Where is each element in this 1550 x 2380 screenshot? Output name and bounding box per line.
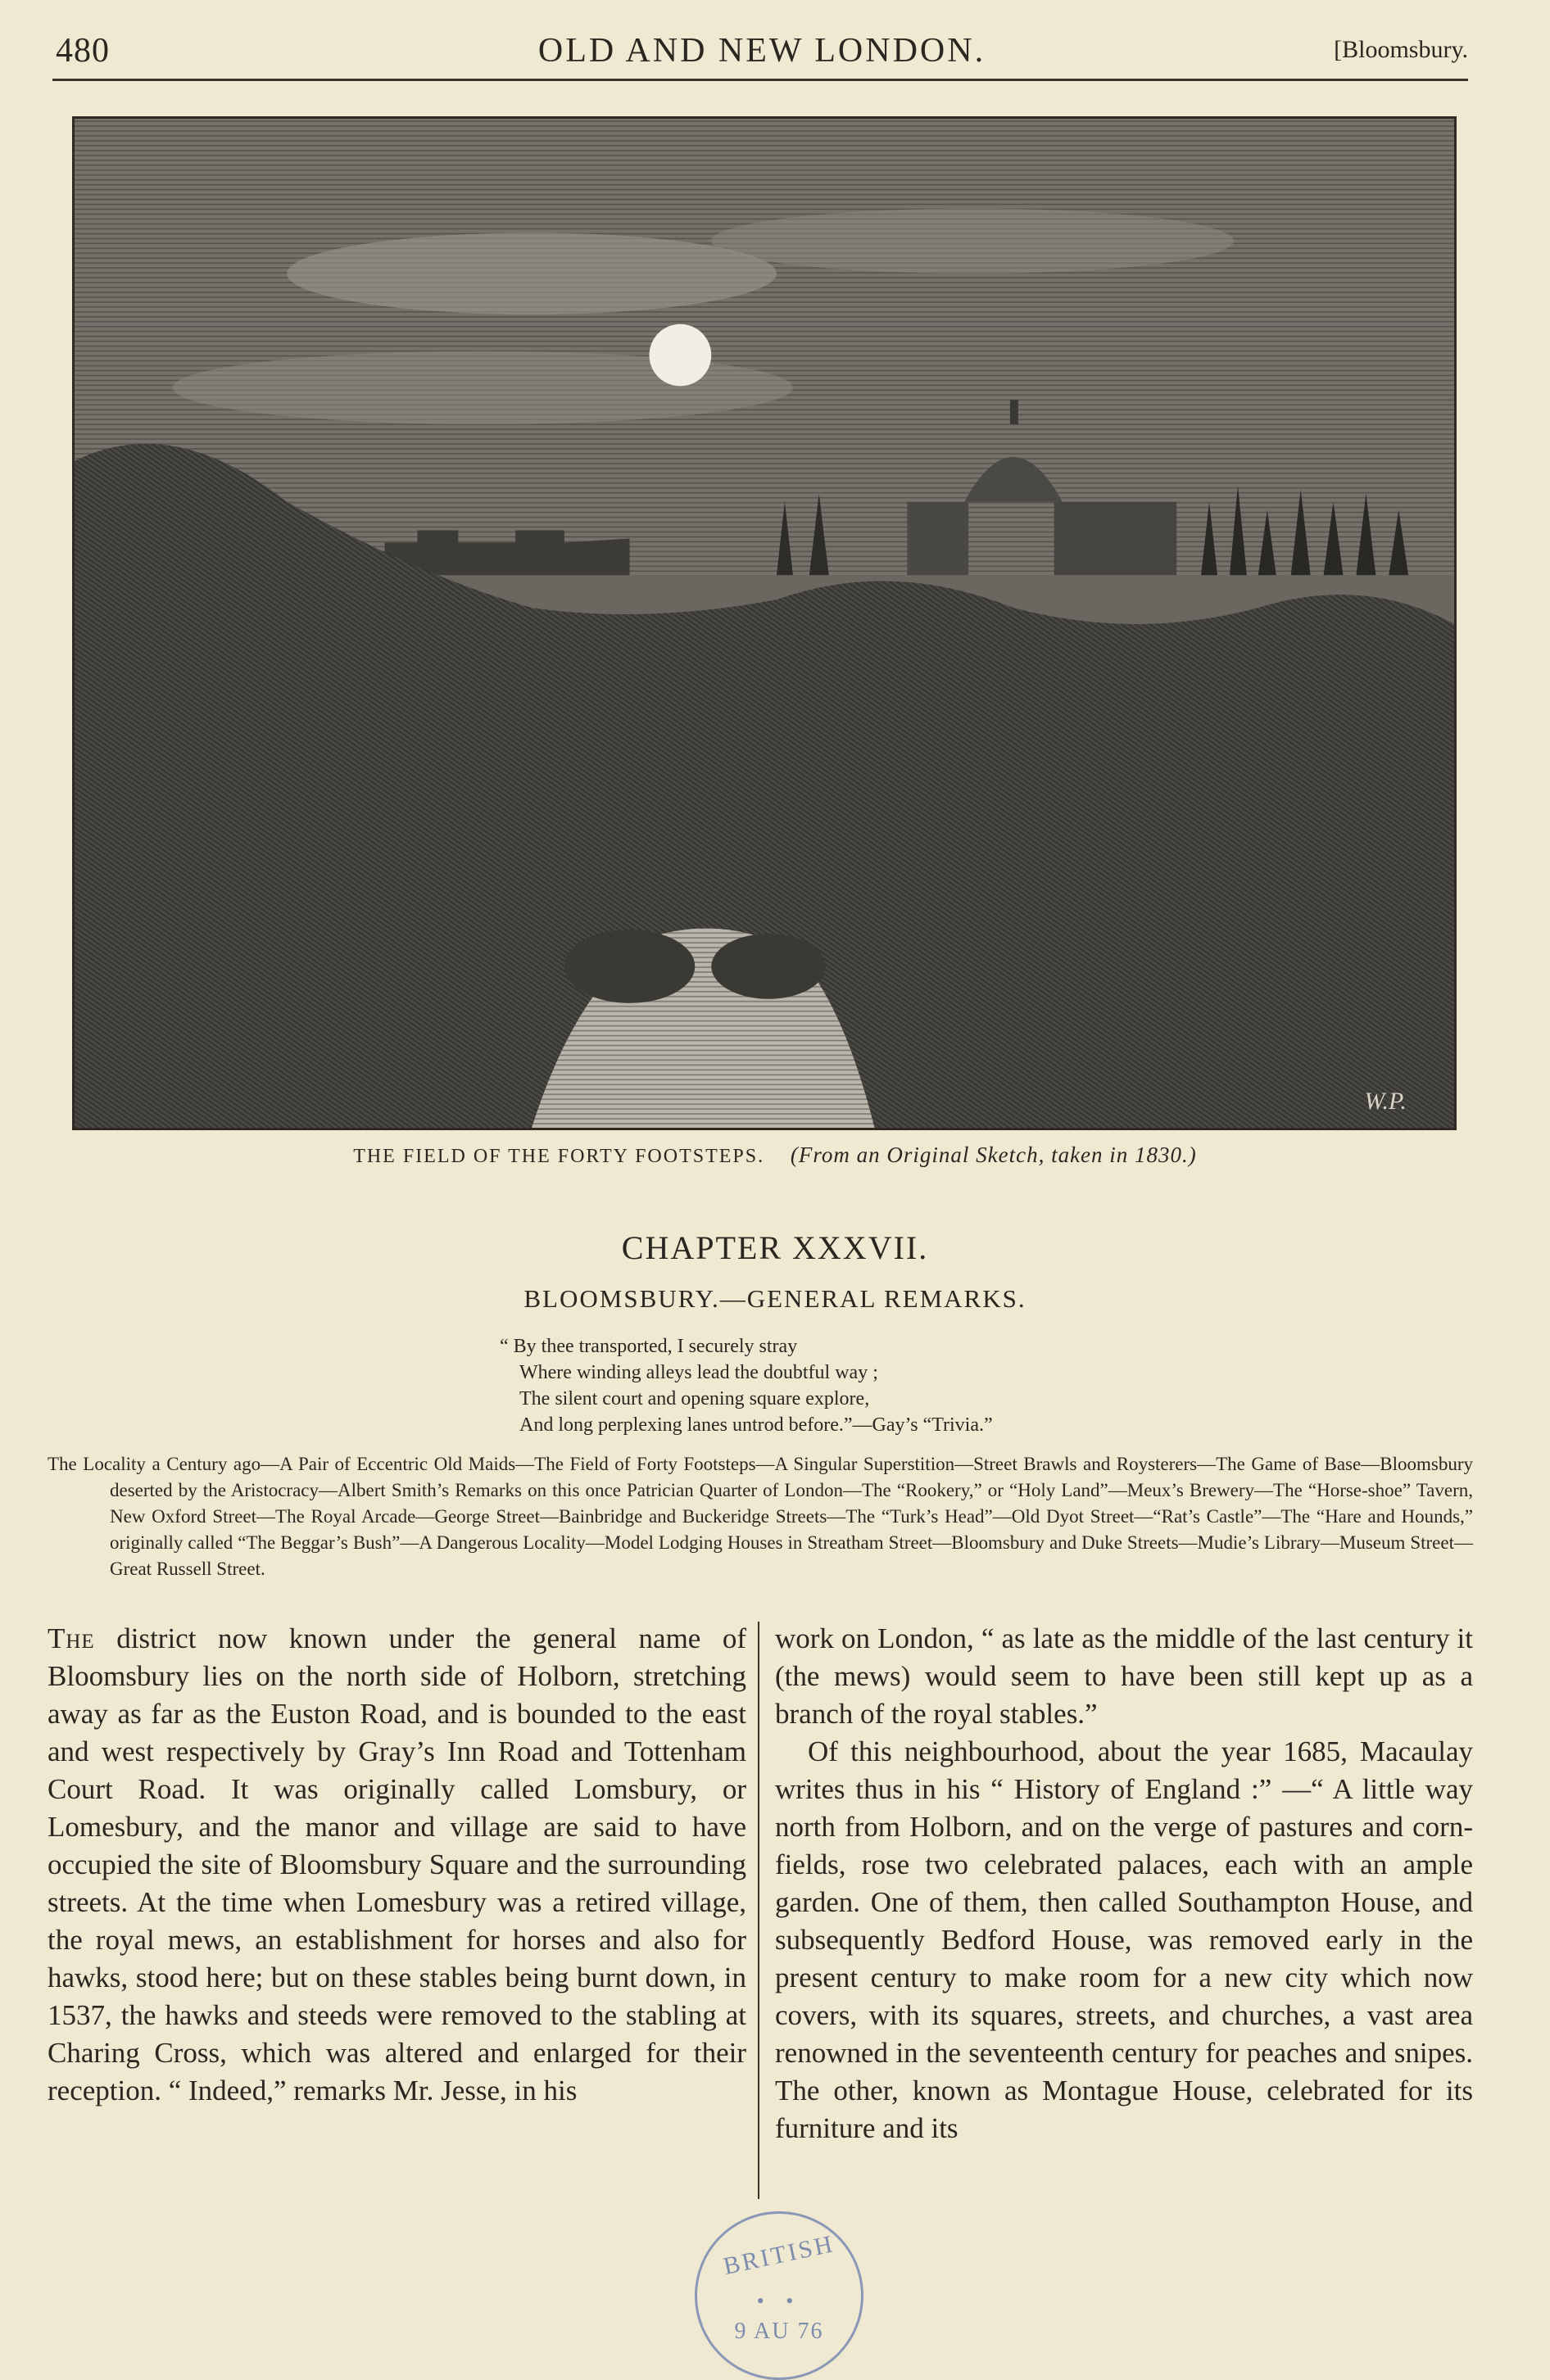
epigraph-line: “ By thee transported, I securely stray <box>500 1336 798 1357</box>
right-paragraph-2: Of this neighbourhood, about the year 1685, Macaulay writes thus in his “ History of England :” —“ A little way north from Holborn, and on the verge of pastures and corn-fields, rose two celebrated palaces, each with an ample garden. One of them, then called Southampton House, and subsequently Bedford House, was removed early in the present century to make room for a new city which now covers, with its squares, streets, and churches, a vast area renowned in the seventeenth century for peaches and snipes. The other, known as Montague House, celebrated for its furniture and its <box>775 1735 1473 2144</box>
drop-word: The <box>48 1622 95 1654</box>
summary-text: The Locality a Century ago—A Pair of Eccentric Old Maids—The Field of Forty Footsteps—A Singular Superstition—Street Brawls and Roysterers—The Game of Base—Bloomsbury deserted by the Aristocracy—Albert Smith’s Remarks on this once Patrician Quarter of London—The “Rookery,” or “Holy Land”—Meux’s Brewery—The “Horse-shoe” Tavern, New Oxford Street—The Royal Arcade—George Street—Bainbridge and Buckeridge Streets—The “Turk’s Head”—Old Dyot Street—“Rat’s Castle”—The “Hare and Hounds,” originally called “The Beggar’s Bush”—A Dangerous Locality—Model Lodging Houses in Streatham Street—Bloomsbury and Duke Streets—Mudie’s Library—Museum Street—Great Russell Street. <box>48 1454 1473 1579</box>
chapter-number: CHAPTER XXXVII. <box>621 1229 929 1266</box>
engraving-illustration <box>72 116 1457 1130</box>
stamp-date: 9 AU 76 <box>734 2319 824 2344</box>
running-header <box>56 31 1468 77</box>
header-rule <box>52 79 1468 81</box>
epigraph-line: The silent court and opening square explore, <box>519 1388 870 1409</box>
epigraph-line: And long perplexing lanes untrod before.”—Gay’s “Trivia.” <box>519 1414 993 1436</box>
right-paragraph-1: work on London, “ as late as the middle of the last century it (the mews) would seem to have been still kept up as a branch of the royal stables.” <box>775 1622 1473 1730</box>
caption-title: THE FIELD OF THE FORTY FOOTSTEPS. <box>353 1146 765 1167</box>
library-stamp <box>695 2211 863 2380</box>
epigraph-line: Where winding alleys lead the doubtful way ; <box>519 1362 878 1383</box>
engraving-drawing <box>75 119 1454 1128</box>
left-paragraph-text: district now known under the general name of Bloomsbury lies on the north side of Holborn, stretching away as far as the Euston Road, and is bounded to the east and west respectively by Gray’s Inn Road and Tottenham Court Road. It was originally called Lomsbury, or Lomesbury, and the manor and village are said to have occupied the site of Bloomsbury Square and the surrounding streets. At the time when Lomesbury was a retired village, the royal mews, an establishment for horses and also for hawks, stood here; but on these stables being burnt down, in 1537, the hawks and steeds were removed to the stabling at Charing Cross, which was altered and enlarged for their reception. “ Indeed,” remarks Mr. Jesse, in his <box>48 1622 746 2106</box>
right-column <box>775 1620 1473 2147</box>
stamp-middle: • • <box>756 2289 802 2313</box>
engraver-signature: W.P. <box>1364 1088 1407 1115</box>
page-number: 480 <box>56 32 110 70</box>
column-rule <box>758 1622 759 2199</box>
illustration-caption <box>0 1142 1550 1168</box>
running-title: OLD AND NEW LONDON. <box>537 32 986 70</box>
left-column <box>48 1620 746 2110</box>
stamp-top-text: BRITISH <box>721 2230 837 2280</box>
chapter-title: BLOOMSBURY.—GENERAL REMARKS. <box>523 1284 1027 1313</box>
caption-source: (From an Original Sketch, taken in 1830.) <box>790 1142 1197 1167</box>
moon <box>650 324 712 387</box>
section-marker: [Bloomsbury. <box>1334 36 1468 63</box>
left-paragraph <box>48 1620 746 2110</box>
chapter-summary <box>48 1451 1473 1582</box>
epigraph <box>500 1333 993 1438</box>
